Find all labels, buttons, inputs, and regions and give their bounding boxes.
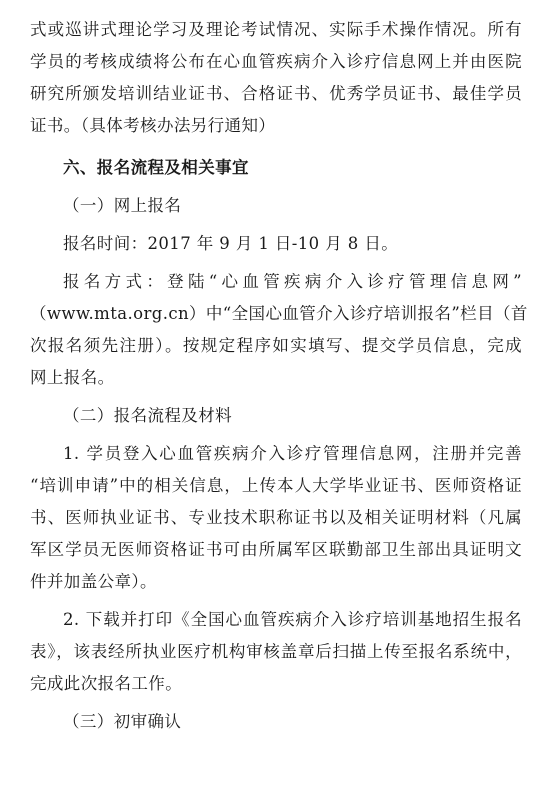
text-line: 军区学员无医师资格证书可由所属军区联勤部卫生部出具证明文 xyxy=(30,540,522,559)
subsection-title: （二）报名流程及材料 xyxy=(63,406,232,425)
text-line: 研究所颁发培训结业证书、合格证书、优秀学员证书、最佳学员 xyxy=(30,84,522,103)
subsection-title: （三）初审确认 xyxy=(63,712,182,731)
text-line: 完成此次报名工作。 xyxy=(30,674,183,693)
text-line: 网上报名。 xyxy=(30,368,115,387)
section-heading: 六、报名流程及相关事宜 xyxy=(63,158,249,177)
text-line: 学员的考核成绩将公布在心血管疾病介入诊疗信息网上并由医院 xyxy=(30,52,522,71)
text-line: 次报名须先注册）。按规定程序如实填写、提交学员信息，完成 xyxy=(30,336,522,355)
text-line: 书、医师执业证书、专业技术职称证书以及相关证明材料（凡属 xyxy=(30,508,522,527)
registration-time: 报名时间：2017 年 9 月 1 日-10 月 8 日。 xyxy=(63,234,399,253)
text-line: 1. 学员登入心血管疾病介入诊疗管理信息网，注册并完善 xyxy=(63,444,522,463)
intro-paragraph xyxy=(30,14,522,142)
text-line: 式或巡讲式理论学习及理论考试情况、实际手术操作情况。所有 xyxy=(30,20,522,39)
text-line: 证书。（具体考核办法另行通知） xyxy=(30,116,276,135)
process-item-2 xyxy=(30,604,522,700)
text-line: （www.mta.org.cn）中“全国心血管介入诊疗培训报名”栏目（首 xyxy=(30,304,528,323)
text-line: 报名方式：登陆“心血管疾病介入诊疗管理信息网” xyxy=(63,272,522,291)
subsection-title: （一）网上报名 xyxy=(63,196,182,215)
text-line: 表》，该表经所执业医疗机构审核盖章后扫描上传至报名系统中， xyxy=(30,642,522,661)
text-line: “培训申请”中的相关信息，上传本人大学毕业证书、医师资格证 xyxy=(30,476,522,495)
text-line: 2. 下载并打印《全国心血管疾病介入诊疗培训基地招生报名 xyxy=(63,610,522,629)
registration-method-paragraph xyxy=(30,266,528,394)
text-line: 件并加盖公章）。 xyxy=(30,572,157,591)
process-item-1 xyxy=(30,438,522,598)
